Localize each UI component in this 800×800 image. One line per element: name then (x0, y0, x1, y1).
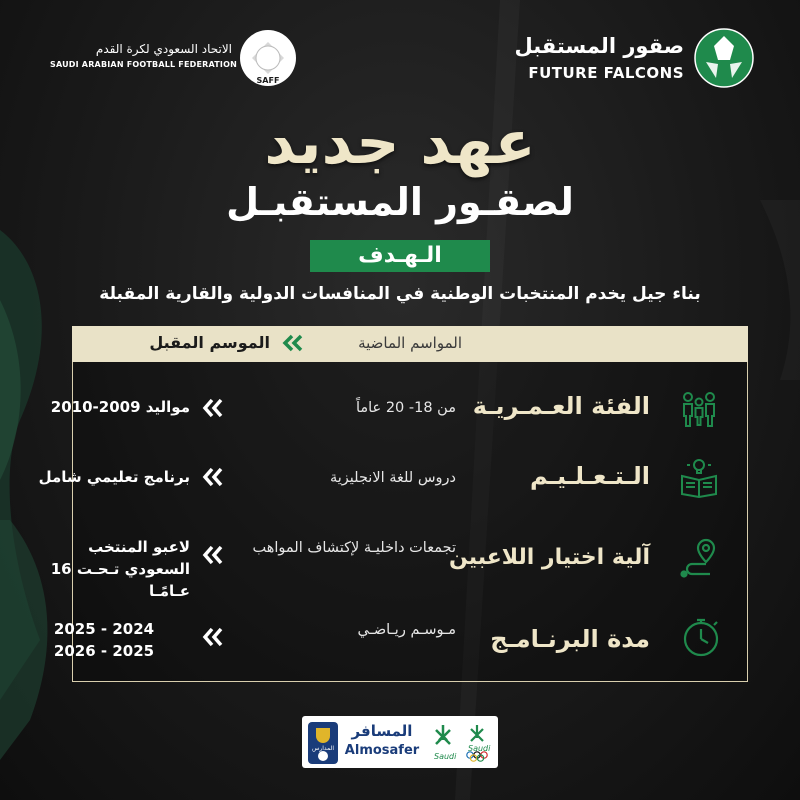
federation-name-en: SAUDI ARABIAN FOOTBALL FEDERATION (50, 60, 237, 69)
program-name-en: FUTURE FALCONS (528, 64, 684, 82)
saff-logo-icon (238, 28, 298, 88)
route-pin-icon (678, 536, 720, 578)
book-lightbulb-icon (678, 456, 720, 498)
goal-badge: الـهـدف (310, 240, 490, 272)
federation-name-ar: الاتحاد السعودي لكرة القدم (95, 42, 232, 56)
row-label: مدة البرنـامـج (490, 625, 650, 653)
future-falcons-logo-icon (694, 28, 754, 88)
row-label: آلية اختيار اللاعبين (448, 545, 650, 570)
row-past-value: دروس للغة الانجليزية (329, 470, 456, 486)
row-past-value: مـوسـم ريـاضـي (357, 622, 456, 638)
header-next-season: الموسم المقبل (149, 333, 270, 352)
future-falcons-brand (514, 28, 754, 90)
almosafer-ar: المسافر (351, 722, 413, 740)
row-label: الفئة العـمـريـة (472, 392, 650, 420)
row-next-value: مواليد 2009-2010 (50, 398, 190, 416)
hero-subtitle: لصقـور المستقبـل (226, 180, 574, 224)
row-past-value: تجمعات داخليـة لإكتشاف المواهب (252, 540, 456, 556)
program-name-ar: صقور المستقبل (514, 34, 684, 58)
saudi-label: Saudi (434, 752, 457, 761)
federation-brand (50, 28, 300, 88)
double-chevron-left-icon (200, 544, 226, 566)
double-chevron-left-icon (280, 333, 306, 353)
almosafer-en: Almosafer (344, 743, 420, 758)
header-past-seasons: المواسم الماضية (358, 334, 462, 352)
saudi-label-2: Saudi (468, 744, 491, 753)
row-next-value: برنامج تعليمي شامل (38, 468, 190, 486)
row-label: الـتـعـلـيـم (529, 462, 650, 490)
double-chevron-left-icon (200, 626, 226, 648)
goal-text: بناء جيل يخدم المنتخبات الوطنية في المنافسات الدولية والقارية المقبلة (99, 284, 701, 304)
saff-logo-text: SAFF (256, 76, 280, 85)
family-icon (678, 388, 720, 430)
stopwatch-icon (680, 616, 722, 658)
row-next-value: لاعبو المنتخب السعودي تـحـت 16 عـامًـا (50, 538, 190, 600)
saudi-olympic-icon (462, 722, 492, 762)
hero-title: عهد جديد (264, 108, 536, 178)
schools-league-logo-icon (306, 720, 340, 766)
double-chevron-left-icon (200, 466, 226, 488)
double-chevron-left-icon (200, 397, 226, 419)
row-next-value: 2025 - 2024 2026 - 2025 (53, 620, 155, 660)
row-past-value: من 18- 20 عاماً (355, 400, 456, 416)
schools-label: المدارس (311, 745, 335, 752)
saudi-emblem-icon (428, 722, 458, 752)
